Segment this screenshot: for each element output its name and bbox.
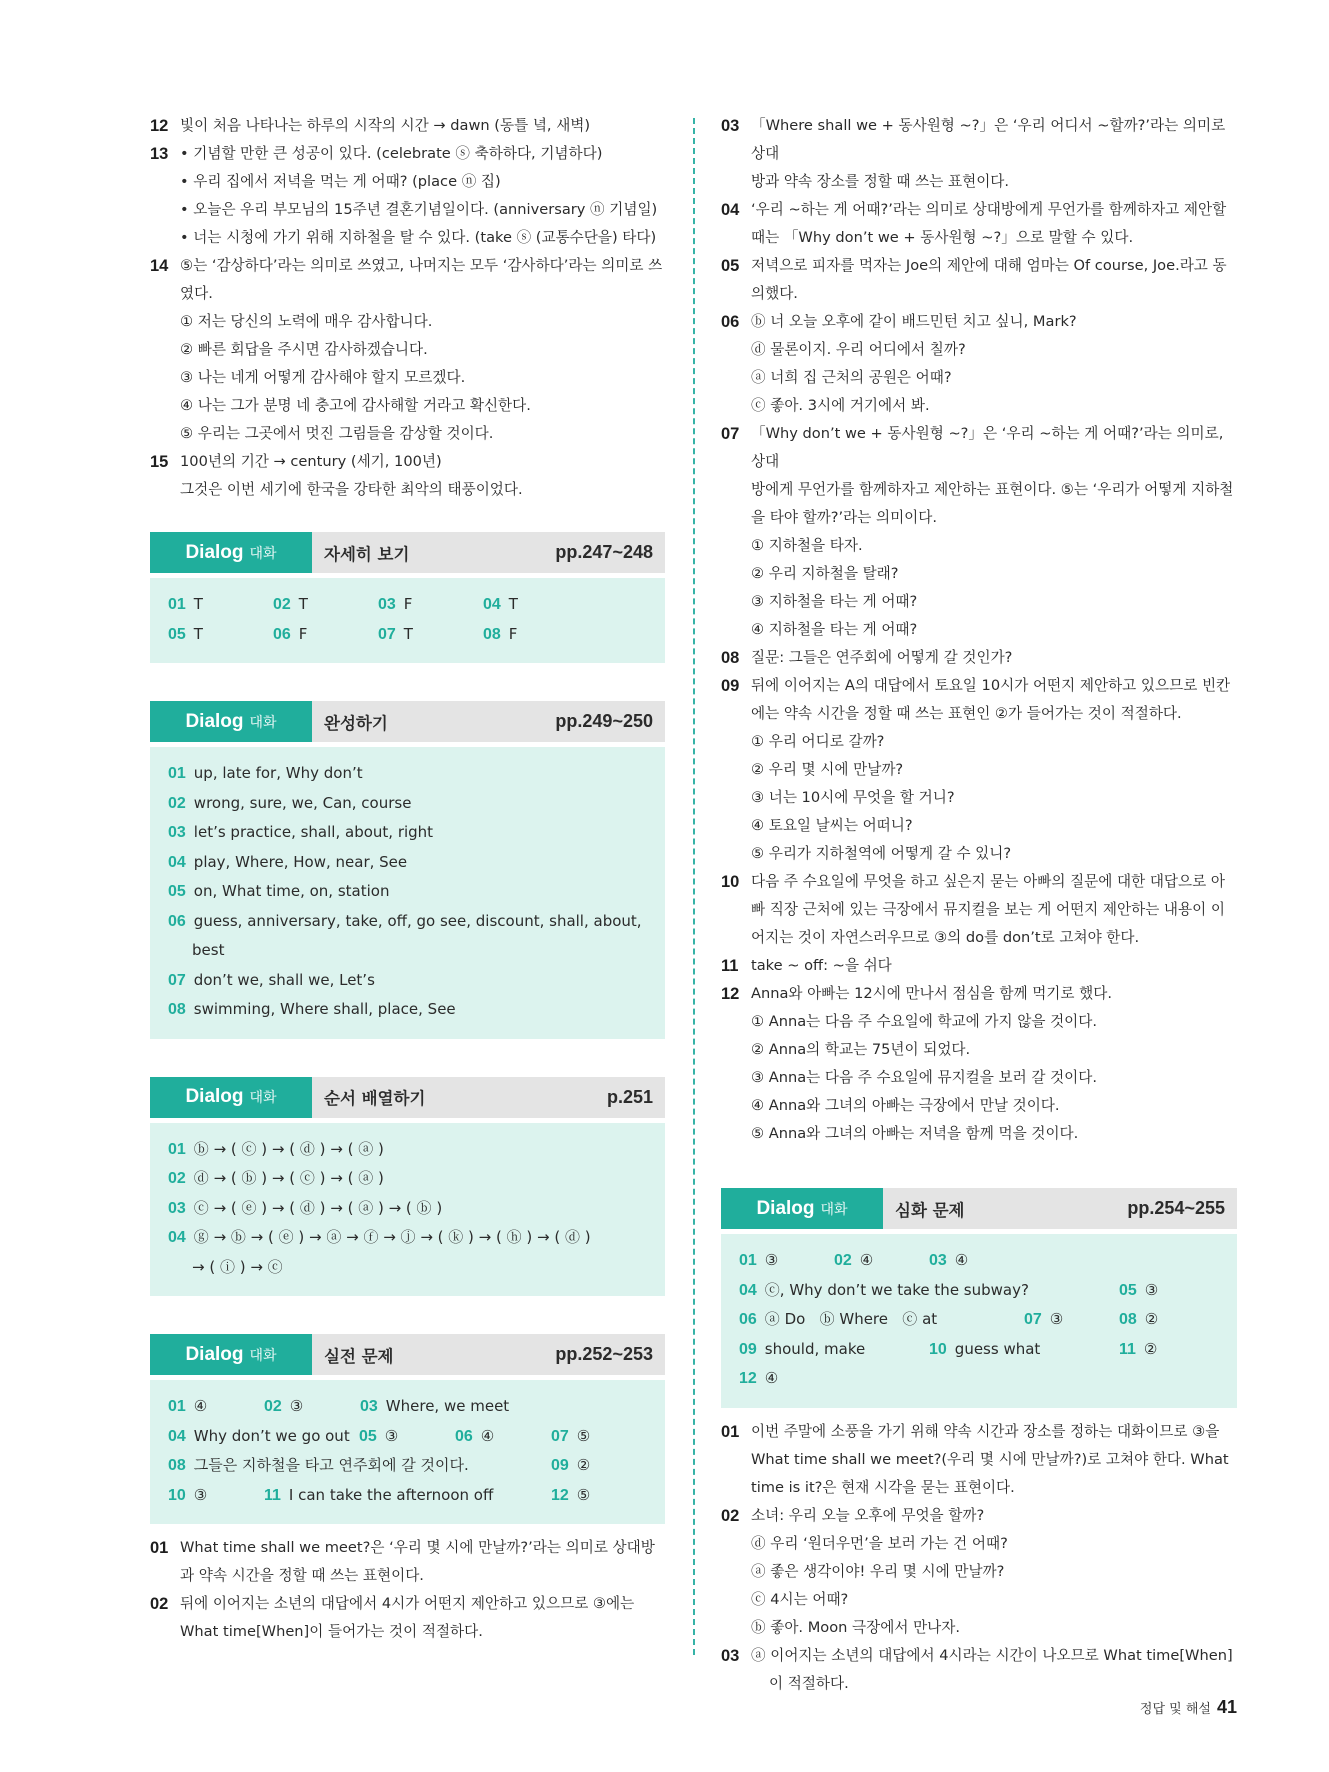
answer-value: ②	[1144, 1310, 1159, 1328]
explanation-item	[721, 672, 1237, 700]
section-complete	[150, 701, 665, 1039]
sub-line: ⑤ 우리는 그곳에서 멋진 그림들을 감상할 것이다.	[180, 425, 494, 442]
answer-value: I can take the afternoon off	[288, 1485, 494, 1504]
item-number: 12	[721, 985, 740, 1003]
item-text: 뒤에 이어지는 소년의 대답에서 4시가 어떤지 제안하고 있으므로 ③에는	[180, 1595, 635, 1612]
sub-line: ④ 토요일 날씨는 어떠니?	[751, 817, 913, 834]
answer-key: 06	[168, 912, 186, 930]
answer-cell	[739, 1364, 778, 1394]
bullet-line: • 너는 시청에 가기 위해 지하철을 탈 수 있다. (take ⓢ (교통수단을) 타다)	[180, 229, 657, 246]
section-pages: pp.252~253	[555, 1344, 653, 1364]
item-number: 11	[721, 957, 739, 975]
answer-key: 02	[273, 596, 291, 613]
answer-box	[150, 747, 665, 1039]
item-number: 09	[721, 677, 740, 695]
item-number: 08	[721, 649, 740, 667]
answer-line	[168, 1223, 647, 1253]
page-number: 41	[1216, 1697, 1237, 1717]
item-text-cont: 어지는 것이 자연스러우므로 ③의 do를 don’t로 고쳐야 한다.	[751, 929, 1140, 946]
dialog-label: Dialog	[185, 1343, 244, 1365]
section-pages: pp.247~248	[555, 542, 653, 562]
answer-cell	[739, 1276, 1119, 1306]
answer-key: 03	[929, 1252, 947, 1269]
section-title: 실전 문제	[324, 1346, 394, 1366]
section-title-bar	[312, 701, 665, 742]
answer-key: 07	[378, 625, 396, 643]
item-text-cont: 에는 약속 시간을 정할 때 쓰는 표현인 ②가 들어가는 것이 적절하다.	[751, 705, 1182, 722]
explanation-item	[721, 868, 1237, 896]
dialog-tag	[150, 1334, 312, 1375]
item-number: 06	[721, 313, 740, 331]
answer-key: 01	[739, 1252, 757, 1269]
answer-value: ③	[289, 1397, 304, 1415]
answer-cell	[359, 1422, 455, 1452]
item-number: 05	[721, 257, 740, 275]
item-text: 빛이 처음 나타나는 하루의 시작의 시간 → dawn (동틀 녘, 새벽)	[180, 117, 591, 134]
answer-row	[739, 1364, 1219, 1394]
bullet-line: • 우리 집에서 저녁을 먹는 게 어때? (place ⓝ 집)	[180, 173, 501, 190]
dialog-korean: 대화	[820, 1201, 848, 1218]
answer-line	[168, 995, 647, 1025]
answer-value: should, make	[764, 1339, 866, 1358]
answer-key: 03	[168, 824, 186, 841]
sub-line: ⓓ 물론이지. 우리 어디에서 칠까?	[751, 341, 966, 358]
answer-value: swimming, Where shall, place, See	[193, 1000, 456, 1018]
item-text: What time shall we meet?은 ‘우리 몇 시에 만날까?’라는 의미로 상대방	[180, 1539, 655, 1556]
answer-cell	[455, 1422, 551, 1452]
answer-cell	[551, 1422, 590, 1452]
answer-value: guess what	[954, 1339, 1041, 1358]
sub-line: ④ Anna와 그녀의 아빠는 극장에서 만날 것이다.	[751, 1097, 1060, 1114]
answer-cell	[264, 1392, 360, 1422]
answer-cell	[483, 620, 588, 650]
answer-value: Why don’t we go out	[193, 1426, 350, 1445]
answer-key: 07	[551, 1427, 569, 1445]
sub-line: ③ 너는 10시에 무엇을 할 거니?	[751, 789, 955, 806]
answer-cell	[168, 1481, 264, 1511]
item-text-cont: 과 약속 시간을 정할 때 쓰는 표현이다.	[180, 1567, 424, 1584]
answer-key: 03	[360, 1398, 378, 1415]
dialog-korean: 대화	[249, 714, 277, 731]
answer-value: ③	[1049, 1310, 1064, 1328]
item-text: 질문: 그들은 연주회에 어떻게 갈 것인가?	[751, 649, 1013, 666]
answer-value: guess, anniversary, take, off, go see, discount, shall, about,	[193, 911, 642, 930]
item-text-cont: What time[When]이 들어가는 것이 적절하다.	[180, 1623, 483, 1640]
answer-cell	[273, 620, 378, 650]
sub-line: ⓒ 4시는 어때?	[751, 1590, 849, 1608]
item-text: 「Why don’t we + 동사원형 ~?」은 ‘우리 ~하는 게 어때?’라는 의미로, 상대	[751, 425, 1224, 470]
answer-row	[168, 1451, 647, 1481]
answer-line-cont: → ( ⓘ ) → ⓒ	[192, 1257, 283, 1276]
answer-key: 09	[551, 1457, 569, 1474]
item-number: 02	[150, 1595, 169, 1613]
answer-cell	[739, 1305, 1024, 1335]
answer-value: ⓒ, Why don’t we take the subway?	[764, 1280, 1029, 1299]
answer-line	[168, 848, 647, 878]
answer-cell	[168, 1392, 264, 1422]
dialog-tag	[150, 1077, 312, 1118]
answer-key: 01	[168, 765, 186, 782]
answer-cell	[273, 590, 378, 620]
section-order	[150, 1077, 665, 1297]
answer-box	[150, 578, 665, 663]
answer-value: ③	[1144, 1280, 1159, 1299]
answer-value: ⓖ → ⓑ → ( ⓔ ) → ⓐ → ⓕ → ⓙ → ( ⓚ ) → ( ⓗ ) → ( ⓓ )	[193, 1228, 591, 1246]
sub-line: ⓐ 너희 집 근처의 공원은 어때?	[751, 369, 952, 386]
item-text-cont: 빠 직장 근처에 있는 극장에서 뮤지컬을 보는 게 어떤지 제안하는 내용이 이	[751, 901, 1225, 918]
sub-line: ③ 나는 네게 어떻게 감사해야 할지 모르겠다.	[180, 369, 466, 386]
answer-value: ③	[384, 1426, 399, 1445]
sub-line: ④ 나는 그가 분명 네 충고에 감사해할 거라고 확신한다.	[180, 397, 531, 414]
section-title: 완성하기	[324, 713, 388, 733]
answer-row	[739, 1335, 1219, 1365]
item-number: 13	[150, 145, 169, 163]
item-number: 07	[721, 425, 740, 443]
answer-key: 05	[1119, 1281, 1137, 1299]
answer-value: ⓑ → ( ⓒ ) → ( ⓓ ) → ( ⓐ )	[193, 1139, 384, 1158]
answer-value: Where, we meet	[385, 1397, 510, 1415]
answer-value: T	[298, 595, 308, 613]
answer-key: 07	[1024, 1311, 1042, 1328]
answer-value: up, late for, Why don’t	[193, 764, 363, 782]
section-header	[150, 532, 665, 573]
answer-cell	[483, 590, 588, 620]
answer-value: F	[403, 595, 413, 613]
answer-key: 02	[834, 1252, 852, 1269]
sub-line: ⓐ 좋은 생각이야! 우리 몇 시에 만날까?	[751, 1562, 1005, 1580]
item-number: 15	[150, 453, 169, 471]
answer-value: ②	[576, 1456, 591, 1474]
item-number: 03	[721, 1646, 740, 1665]
answer-cell	[1119, 1335, 1157, 1365]
answer-cell	[739, 1246, 834, 1276]
answer-line-cont: best	[192, 941, 225, 959]
item-text-cont: What time shall we meet?(우리 몇 시에 만날까?)로 고쳐야 한다. What	[751, 1450, 1229, 1468]
sub-line: ① 우리 어디로 갈까?	[751, 733, 885, 750]
dialog-korean: 대화	[249, 545, 277, 562]
answer-key: 03	[378, 596, 396, 613]
answer-key: 02	[168, 794, 186, 812]
answer-value: ④	[954, 1251, 969, 1269]
explanation-item	[721, 1418, 1237, 1446]
sub-line: ④ 지하철을 타는 게 어때?	[751, 621, 918, 638]
answer-value: F	[298, 624, 308, 643]
bullet-line: • 오늘은 우리 부모님의 15주년 결혼기념일이다. (anniversary ⓝ 기념일)	[180, 201, 658, 218]
item-text-cont: 의했다.	[751, 285, 798, 302]
answer-box	[150, 1123, 665, 1297]
section-title-bar	[312, 532, 665, 573]
sub-line: ① 지하철을 타자.	[751, 537, 863, 554]
sub-line: ② 우리 지하철을 탈래?	[751, 565, 899, 582]
column-divider	[693, 118, 695, 1655]
answer-key: 06	[455, 1427, 473, 1445]
item-text: Anna와 아빠는 12시에 만나서 점심을 함께 먹기로 했다.	[751, 985, 1112, 1002]
right-column	[721, 112, 1237, 1698]
answer-value: 그들은 지하철을 타고 연주회에 갈 것이다.	[193, 1456, 469, 1474]
answer-cell	[168, 590, 273, 620]
answer-value: T	[403, 624, 413, 643]
answer-line	[168, 759, 647, 789]
answer-key: 02	[168, 1170, 186, 1187]
section-pages: p.251	[606, 1086, 653, 1107]
page-footer	[1140, 1697, 1237, 1718]
answer-cell	[1119, 1276, 1158, 1306]
sub-line: ⓑ 좋아. Moon 극장에서 만나자.	[751, 1618, 961, 1636]
answer-value: play, Where, How, near, See	[193, 852, 408, 871]
item-number: 02	[721, 1506, 740, 1525]
answer-cell	[929, 1335, 1119, 1365]
section-title: 순서 배열하기	[324, 1089, 426, 1108]
answer-item	[150, 112, 665, 140]
answer-value: T	[193, 624, 203, 643]
sub-line: ① Anna는 다음 주 수요일에 학교에 가지 않을 것이다.	[751, 1013, 1098, 1030]
section-title-bar	[312, 1334, 665, 1375]
dialog-label: Dialog	[185, 1086, 244, 1107]
answer-value: F	[508, 624, 518, 643]
section-pages: pp.249~250	[555, 711, 653, 731]
section-header	[150, 1334, 665, 1375]
dialog-tag	[721, 1188, 883, 1229]
answer-value: T	[193, 595, 203, 613]
item-text: 저녁으로 피자를 먹자는 Joe의 제안에 대해 엄마는 Of course, Joe.라고 동	[751, 257, 1227, 274]
answer-cell	[168, 1422, 359, 1452]
section-title-bar	[312, 1077, 665, 1118]
answer-row	[168, 1481, 647, 1511]
answer-key: 08	[168, 1457, 186, 1474]
answer-key: 02	[264, 1398, 282, 1415]
answer-key: 04	[168, 1229, 186, 1246]
sub-line: 그것은 이번 세기에 한국을 강타한 최악의 태풍이었다.	[180, 481, 523, 498]
sub-line: ② 우리 몇 시에 만날까?	[751, 761, 904, 778]
answer-cell	[551, 1481, 590, 1511]
item-text-cont: 을 타야 할까?’라는 의미이다.	[751, 509, 938, 526]
item-number: 12	[150, 117, 169, 135]
item-number: 04	[721, 201, 740, 219]
sub-line: ① 저는 당신의 노력에 매우 감사합니다.	[180, 313, 433, 330]
answer-cell	[1119, 1305, 1158, 1335]
answer-key: 04	[168, 853, 186, 871]
answer-value: don’t we, shall we, Let’s	[193, 970, 375, 989]
answer-value: ④	[859, 1251, 874, 1269]
answer-key: 03	[168, 1199, 186, 1217]
answer-key: 10	[929, 1340, 947, 1358]
sub-line: ⓒ 좋아. 3시에 거기에서 봐.	[751, 397, 930, 414]
item-number: 14	[150, 257, 169, 275]
answer-key: 08	[168, 1001, 186, 1018]
answer-key: 07	[168, 971, 186, 989]
answer-value: ⑤	[576, 1426, 591, 1445]
answer-value: ④	[193, 1397, 208, 1415]
answer-value: ⓐ Do ⓑ Where ⓒ at	[764, 1310, 938, 1328]
item-text: 다음 주 수요일에 무엇을 하고 싶은지 묻는 아빠의 질문에 대한 대답으로 아	[751, 873, 1225, 890]
answer-key: 09	[739, 1340, 757, 1358]
left-column	[150, 112, 665, 1646]
item-text-cont: 때는 「Why don’t we + 동사원형 ~?」으로 말할 수 있다.	[751, 229, 1134, 246]
dialog-korean: 대화	[249, 1347, 277, 1364]
item-text: 뒤에 이어지는 A의 대답에서 토요일 10시가 어떤지 제안하고 있으므로 빈칸	[751, 677, 1231, 694]
item-text-cont: 방에게 무언가를 함께하자고 제안하는 표현이다. ⑤는 ‘우리가 어떻게 지하철	[751, 481, 1234, 498]
answer-key: 05	[168, 625, 186, 643]
answer-value: T	[508, 595, 518, 613]
section-pages: pp.254~255	[1127, 1198, 1225, 1218]
answer-cell	[378, 620, 483, 650]
answer-cell	[168, 1451, 551, 1481]
section-header	[150, 1077, 665, 1118]
answer-row	[739, 1305, 1219, 1335]
answer-key: 12	[551, 1486, 569, 1504]
item-text: ⓐ 이어지는 소년의 대답에서 4시라는 시간이 나오므로 What time[When]	[751, 1646, 1233, 1664]
explanation-item	[721, 644, 1237, 672]
sub-line: ⑤ 우리가 지하철역에 어떻게 갈 수 있니?	[751, 845, 1012, 862]
item-text: 소녀: 우리 오늘 오후에 무엇을 할까?	[751, 1506, 985, 1524]
answer-value: ⑤	[576, 1485, 591, 1504]
explanation-item	[721, 952, 1237, 980]
section-header	[721, 1188, 1237, 1229]
answer-value: ③	[764, 1251, 779, 1269]
answer-cell	[378, 590, 483, 620]
item-number: 03	[721, 117, 740, 135]
section-title: 심화 문제	[895, 1200, 965, 1220]
answer-value: on, What time, on, station	[193, 882, 390, 900]
answer-line	[168, 877, 647, 907]
answer-key: 10	[168, 1486, 186, 1504]
section-title: 자세히 보기	[324, 544, 410, 564]
answer-key: 08	[1119, 1311, 1137, 1328]
item-number: 01	[150, 1539, 169, 1557]
item-text: 이번 주말에 소풍을 가기 위해 약속 시간과 장소를 정하는 대화이므로 ③을	[751, 1422, 1220, 1440]
answer-key: 11	[264, 1486, 281, 1504]
answer-key: 01	[168, 1398, 186, 1415]
explanation-item	[721, 308, 1237, 336]
explanation-item	[721, 252, 1237, 280]
answer-row	[739, 1246, 1219, 1276]
item-text: ⓑ 너 오늘 오후에 같이 배드민턴 치고 싶니, Mark?	[751, 313, 1077, 330]
explanation-item	[150, 1534, 665, 1562]
answer-key: 05	[168, 883, 186, 900]
answer-cell	[739, 1335, 929, 1365]
answer-value: ⓒ → ( ⓔ ) → ( ⓓ ) → ( ⓐ ) → ( ⓑ )	[193, 1198, 443, 1217]
item-text: 「Where shall we + 동사원형 ~?」은 ‘우리 어디서 ~할까?’라는 의미로 상대	[751, 117, 1226, 162]
answer-cell	[929, 1246, 968, 1276]
dialog-label: Dialog	[185, 710, 244, 732]
answer-cell	[551, 1451, 590, 1481]
section-header	[150, 701, 665, 742]
dialog-tag	[150, 701, 312, 742]
item-text: 100년의 기간 → century (세기, 100년)	[180, 453, 442, 470]
answer-row	[168, 1422, 647, 1452]
item-number: 10	[721, 873, 740, 891]
answer-value: wrong, sure, we, Can, course	[193, 793, 412, 812]
answer-cell	[360, 1392, 509, 1422]
answer-key: 05	[359, 1427, 377, 1445]
item-number: 01	[721, 1422, 740, 1441]
answer-key: 11	[1119, 1340, 1136, 1358]
dialog-label: Dialog	[756, 1197, 815, 1219]
item-text-cont: 이 적절하다.	[769, 1674, 849, 1692]
item-text-cont: time is it?은 현재 시각을 묻는 표현이다.	[751, 1478, 1015, 1496]
explanation-item	[721, 420, 1237, 476]
answer-row	[739, 1276, 1219, 1306]
answer-value: ⓓ → ( ⓑ ) → ( ⓒ ) → ( ⓐ )	[193, 1169, 384, 1187]
explanation-item	[721, 1502, 1237, 1530]
answer-key: 04	[168, 1427, 186, 1445]
explanation-item	[721, 196, 1237, 224]
explanation-item	[721, 1642, 1237, 1670]
explanation-item	[150, 1590, 665, 1618]
answer-key: 12	[739, 1370, 757, 1387]
item-text-cont: 였다.	[180, 285, 213, 302]
answer-line	[168, 1164, 647, 1194]
section-title-bar	[883, 1188, 1237, 1229]
answer-box	[721, 1234, 1237, 1408]
dialog-korean: 대화	[249, 1090, 277, 1106]
sub-line: ③ 지하철을 타는 게 어때?	[751, 593, 918, 610]
answer-cell	[264, 1481, 551, 1511]
section-practice	[150, 1334, 665, 1524]
item-text: take ~ off: ~을 쉬다	[751, 957, 892, 974]
sub-line: ⑤ Anna와 그녀의 아빠는 저녁을 함께 먹을 것이다.	[751, 1125, 1079, 1142]
dialog-label: Dialog	[185, 541, 244, 563]
answer-cell	[168, 620, 273, 650]
answer-cell	[1024, 1305, 1119, 1335]
footer-label: 정답 및 해설	[1139, 1702, 1211, 1717]
answer-row	[168, 620, 647, 650]
explanation-item	[721, 980, 1237, 1008]
sub-line: ② Anna의 학교는 75년이 되었다.	[751, 1041, 971, 1058]
answer-key: 06	[739, 1311, 757, 1328]
answer-value: ④	[480, 1426, 495, 1445]
sub-line: ③ Anna는 다음 주 수요일에 뮤지컬을 보러 갈 것이다.	[751, 1069, 1098, 1086]
explanation-item	[721, 112, 1237, 168]
answer-value: let’s practice, shall, about, right	[193, 823, 434, 841]
item-text: • 기념할 만한 큰 성공이 있다. (celebrate ⓢ 축하하다, 기념하다)	[180, 145, 603, 162]
answer-item	[150, 448, 665, 476]
answer-line	[168, 966, 647, 996]
answer-value: ③	[193, 1485, 208, 1504]
sub-line: ② 빠른 회답을 주시면 감사하겠습니다.	[180, 341, 428, 358]
answer-key: 01	[168, 1140, 186, 1158]
answer-key: 06	[273, 625, 291, 643]
item-text: ⑤는 ‘감상하다’라는 의미로 쓰였고, 나머지는 모두 ‘감사하다’라는 의미로 쓰	[180, 257, 663, 274]
answer-line	[168, 1194, 647, 1224]
answer-item	[150, 252, 665, 280]
answer-key: 04	[483, 596, 501, 613]
item-text-cont: 방과 약속 장소를 정할 때 쓰는 표현이다.	[751, 173, 1010, 190]
answer-box	[150, 1380, 665, 1524]
answer-line	[168, 818, 647, 848]
answer-value: ④	[764, 1369, 779, 1387]
answer-key: 01	[168, 596, 186, 613]
answer-line	[168, 789, 647, 819]
dialog-tag	[150, 532, 312, 573]
answer-key: 08	[483, 625, 501, 643]
item-text: ‘우리 ~하는 게 어때?’라는 의미로 상대방에게 무언가를 함께하자고 제안할	[751, 201, 1227, 218]
answer-key: 04	[739, 1281, 757, 1299]
section-detail	[150, 532, 665, 663]
answer-value: ②	[1143, 1339, 1158, 1358]
answer-cell	[834, 1246, 929, 1276]
section-advanced	[721, 1188, 1237, 1408]
answer-line	[168, 907, 647, 937]
sub-line: ⓓ 우리 ‘원더우먼’을 보러 가는 건 어때?	[751, 1534, 1008, 1552]
answer-item	[150, 140, 665, 168]
answer-row	[168, 1392, 647, 1422]
answer-line	[168, 1135, 647, 1165]
answer-row	[168, 590, 647, 620]
